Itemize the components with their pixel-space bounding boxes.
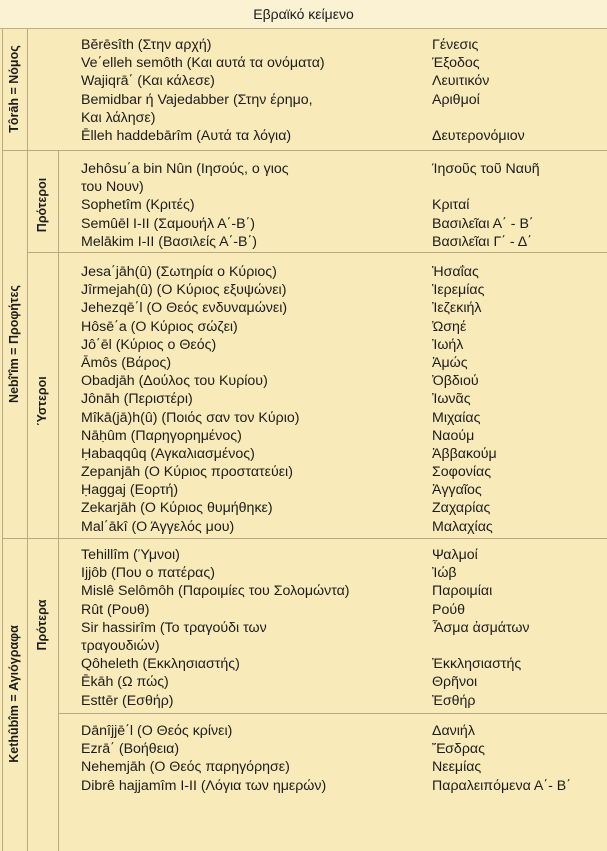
list-item xyxy=(81,196,470,214)
greek-name: Παραλειπόμενα Α΄- Β΄ xyxy=(432,777,571,794)
hebrew-name: Ḥabaqqûq (Αγκαλιασμένος) xyxy=(81,445,255,462)
hebrew-name: Mîkā(jā)h(û) (Ποιός σαν τον Κύριο) xyxy=(81,409,300,426)
greek-name: Ζαχαρίας xyxy=(432,500,491,517)
greek-name: Ρούθ xyxy=(432,601,466,618)
hebrew-name: Āmôs (Βάρος) xyxy=(81,354,172,371)
greek-name: Ὠσηέ xyxy=(432,318,467,335)
greek-name: Ναούμ xyxy=(432,427,475,444)
hebrew-name: Sophetîm (Κριτές) xyxy=(81,197,195,214)
hebrew-name: Esttēr (Εσθήρ) xyxy=(81,692,174,709)
greek-name: Ἔσδρας xyxy=(432,741,485,758)
hebrew-name: Jesa΄jāh(û) (Σωτηρία ο Κύριος) xyxy=(81,264,277,280)
hebrew-name: Jehezqē΄l (Ο Θεός ενδυναμώνει) xyxy=(81,300,288,317)
list-item xyxy=(81,160,540,178)
greek-name: Ἀμώς xyxy=(432,354,468,371)
greek-name: Ίησοῦς τοῦ Ναυῆ xyxy=(432,161,540,177)
greek-name: Ἱερεμίας xyxy=(432,282,485,299)
list-item xyxy=(81,54,480,72)
greek-name: Κριταί xyxy=(432,197,470,214)
greek-name: Νεεμίας xyxy=(432,759,482,776)
hebrew-name: Zekarjāh (Ο Κύριος θυμήθηκε) xyxy=(81,500,273,517)
greek-name: Ἐκκλησιαστής xyxy=(432,656,522,673)
greek-name: Ἰεζεκιήλ xyxy=(432,300,482,317)
section-label-torah: Tôrāh = Νόμος xyxy=(7,45,21,133)
hebrew-name: Ēkāh (Ω πώς) xyxy=(81,674,169,691)
header-title: Εβραϊκό κείμενο xyxy=(253,6,354,22)
greek-name: Ἆσμα ἀσμάτων xyxy=(432,619,530,636)
greek-name: Ἡσαΐας xyxy=(432,264,479,280)
greek-name: Ἰωνᾶς xyxy=(432,391,471,408)
list-item xyxy=(81,564,457,582)
greek-name: Λευιτικόν xyxy=(432,73,490,90)
greek-name: Μιχαίας xyxy=(432,409,481,426)
hebrew-name: Dibrê hajjamîm I-II (Λόγια των ημερών) xyxy=(81,777,327,794)
hebrew-name: Ēlleh haddebārîm (Αυτά τα λόγια) xyxy=(81,127,292,144)
hebrew-name: Jehôsu΄a bin Nûn (Ιησούς, ο γιος xyxy=(81,161,289,177)
hebrew-name: Wajiqrā΄ (Και κάλεσε) xyxy=(81,73,215,90)
hebrew-name: Hôsē΄a (Ο Κύριος σώζει) xyxy=(81,318,238,335)
list-item xyxy=(81,673,478,691)
hebrew-name: Obadjāh (Δούλος του Κυρίου) xyxy=(81,373,268,390)
hebrew-name: Mislê Selômôh (Παροιμίες του Σολομώντα) xyxy=(81,583,350,600)
continuation-line: του Νουν) xyxy=(81,179,144,196)
list-item xyxy=(81,692,476,710)
greek-name: Ἰωήλ xyxy=(432,336,464,353)
greek-name: Ἀγγαῖος xyxy=(432,482,482,499)
torah-bottom-border xyxy=(2,150,607,151)
list-item xyxy=(81,215,534,233)
greek-name: Μαλαχίας xyxy=(432,518,493,535)
greek-name: Παροιμίαι xyxy=(432,583,493,600)
protera-bottom-border xyxy=(58,713,607,714)
hebrew-name: Rût (Ρουθ) xyxy=(81,601,150,618)
subsection-label-usteroi: Ύστεροι xyxy=(35,376,49,426)
list-item xyxy=(81,91,480,109)
list-item xyxy=(81,655,522,673)
continuation-line: τραγουδιών) xyxy=(81,637,160,654)
hebrew-name: Nehemjāh (Ο Θεός παρηγόρησε) xyxy=(81,759,290,776)
greek-name: Σοφονίας xyxy=(432,464,492,481)
list-item xyxy=(81,233,533,251)
greek-name: Δανιήλ xyxy=(432,723,475,739)
proteroi-list xyxy=(81,160,540,251)
list-item xyxy=(81,546,478,564)
outer-left-border xyxy=(2,29,3,851)
hebrew-name: Nāḥûm (Παρηγορημένος) xyxy=(81,427,242,444)
hebrew-name: Tehillîm (Ύμνοι) xyxy=(81,547,180,563)
hebrew-name: Qôheleth (Εκκλησιαστής) xyxy=(81,656,240,673)
continuation-line: Και λάλησε) xyxy=(81,109,156,126)
list-item xyxy=(81,36,479,54)
greek-name: Ψαλμοί xyxy=(432,547,478,563)
hebrew-name: Dānîjjē΄l (Ο Θεός κρίνει) xyxy=(81,723,233,739)
protera-list xyxy=(81,546,530,710)
hebrew-name: Zepanjāh (Ο Κύριος προστατεύει) xyxy=(81,464,293,481)
section-divider xyxy=(27,29,28,851)
hebrew-name: Jîrmejah(û) (Ο Κύριος εξυψώνει) xyxy=(81,282,287,299)
greek-name: Βασιλεῖαι Γ΄ - Δ΄ xyxy=(432,233,533,250)
table-header xyxy=(0,0,607,29)
torah-list xyxy=(81,36,525,145)
hebrew-name: Semûēl I-II (Σαμουήλ Α΄-Β΄) xyxy=(81,215,256,232)
list-item xyxy=(81,127,525,145)
list-item xyxy=(81,72,490,90)
hebrew-name: Ijjôb (Που ο πατέρας) xyxy=(81,565,215,582)
hebrew-name: Ezrā΄ (Βοήθεια) xyxy=(81,741,180,758)
greek-name: Αριθμοί xyxy=(432,91,480,108)
nebiim-bottom-border xyxy=(2,538,607,539)
list-item xyxy=(81,619,530,637)
greek-name: Γένεσις xyxy=(432,37,479,53)
subsection-label-proteroi: Πρότεροι xyxy=(35,177,49,233)
list-item xyxy=(81,582,493,600)
hebrew-name: Sir hassirîm (Το τραγούδι των xyxy=(81,619,267,636)
greek-name: Θρῆνοι xyxy=(432,674,478,691)
section-label-kethubim: Kethûbîm = Αγιόγραφα xyxy=(7,625,21,763)
greek-name: Βασιλεῖαι Α΄ - Β΄ xyxy=(432,215,534,232)
subsection-divider xyxy=(58,151,59,851)
hebrew-name: Melākim I-II (Βασιλείς Α΄-Β΄) xyxy=(81,233,257,250)
greek-name: Ἀββακούμ xyxy=(432,445,497,462)
greek-name: Έξοδος xyxy=(432,55,480,72)
list-item xyxy=(81,601,466,619)
greek-name: Δευτερονόμιον xyxy=(432,127,525,144)
proteroi-bottom-border xyxy=(27,252,607,253)
hebrew-name: Bemidbar ή Vajedabber (Στην έρημο, xyxy=(81,91,313,108)
hebrew-name: Ve΄elleh semôth (Και αυτά τα ονόματα) xyxy=(81,55,325,72)
hebrew-name: Ḥaggaj (Εορτή) xyxy=(81,482,179,499)
greek-name: Ἰώβ xyxy=(432,565,457,582)
hebrew-name: Jônāh (Περιστέρι) xyxy=(81,391,193,408)
hebrew-name: Jô΄ēl (Κύριος ο Θεός) xyxy=(81,336,217,353)
subsection-label-protera: Πρότερα xyxy=(35,599,49,651)
greek-name: Ὀβδιού xyxy=(432,373,479,390)
hebrew-name: Bĕrēsîth (Στην αρχή) xyxy=(81,37,212,53)
section-label-nebiim: Nebî'îm = Προφήτες xyxy=(7,285,21,403)
greek-name: Ἐσθήρ xyxy=(432,692,476,709)
hebrew-name: Mal΄ākî (Ο Άγγελός μου) xyxy=(81,518,235,535)
